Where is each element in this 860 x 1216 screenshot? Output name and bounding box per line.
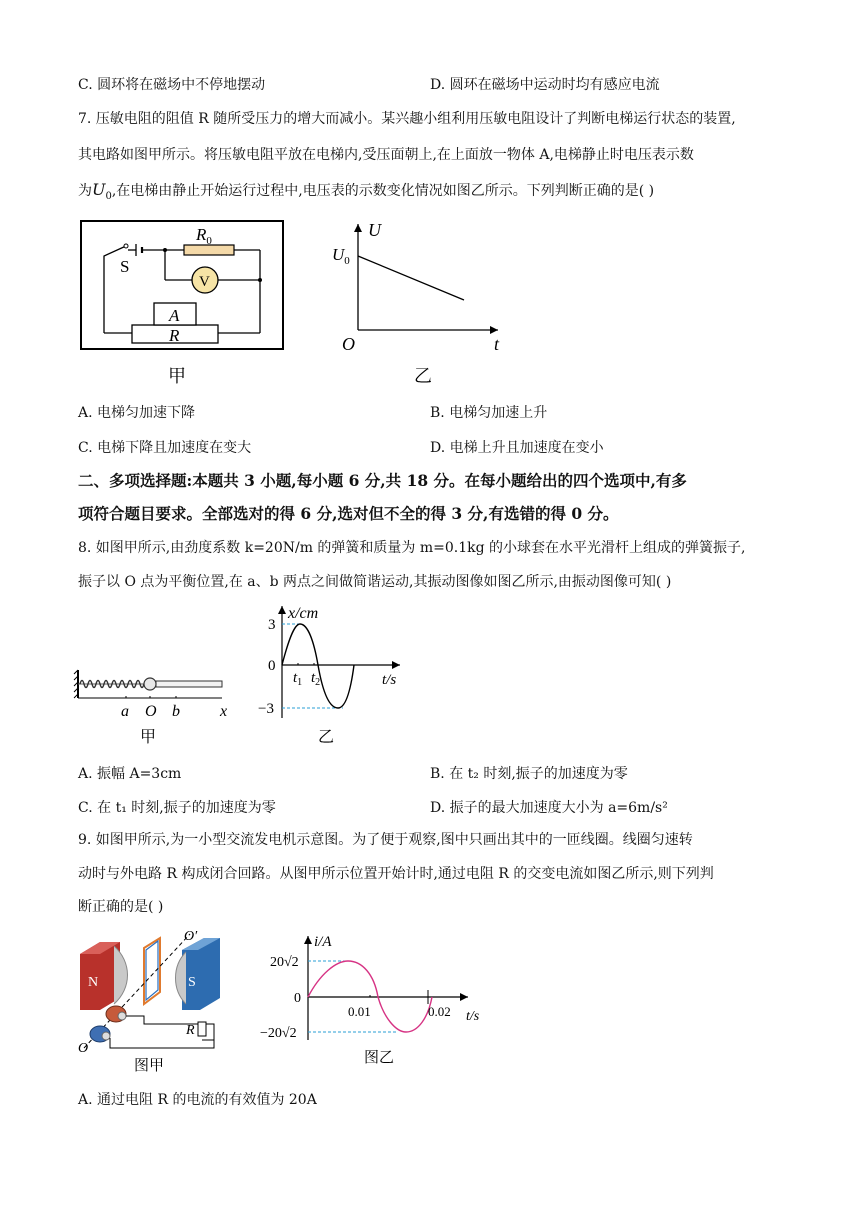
q8-option-a: A. 振幅 A=3cm (78, 766, 182, 782)
q9-axis-o-prime: O′ (184, 929, 198, 944)
q7-graph-u0-letter: U (332, 245, 345, 264)
q8-point-a: a (121, 703, 129, 720)
q7-r0-letter: R (196, 225, 207, 244)
q8-graph-ylabel: x/cm (288, 605, 319, 622)
q7-voltmeter-label: V (199, 274, 210, 290)
q8-graph-t1-letter: t (293, 670, 298, 686)
q7-text-suffix: ,在电梯由静止开始运行过程中,电压表的示数变化情况如图乙所示。下列判断正确的是( ) (111, 183, 655, 199)
q9-figure-jia-caption: 图甲 (134, 1058, 165, 1074)
q9-option-a: A. 通过电阻 R 的电流的有效值为 20A (78, 1092, 317, 1108)
q9-graph-t1: 0.01 (348, 1004, 371, 1019)
q7-option-c: C. 电梯下降且加速度在变大 (78, 440, 252, 456)
q8-graph-ypos: 3 (268, 617, 276, 633)
q9-it-graph (256, 930, 496, 1070)
q7-figure-yi-caption: 乙 (414, 366, 432, 386)
q7-option-d: D. 电梯上升且加速度在变小 (430, 440, 604, 456)
q8-graph-t2-letter: t (311, 670, 316, 686)
q7-circuit-figure (78, 218, 288, 388)
q7-ut-graph (328, 218, 508, 388)
q8-text-line1: 8. 如图甲所示,由劲度系数 k=20N/m 的弹簧和质量为 m=0.1kg 的小球套在水平光滑杆上组成的弹簧振子, (78, 540, 746, 556)
q8-option-c: C. 在 t₁ 时刻,振子的加速度为零 (78, 800, 276, 816)
q8-figure-yi-caption: 乙 (318, 729, 335, 746)
q7-text-prefix: 为 (78, 183, 92, 199)
q9-axis-o: O (78, 1041, 89, 1056)
q7-option-b: B. 电梯匀加速上升 (430, 405, 548, 421)
q8-graph-t1-sub: 1 (297, 677, 303, 688)
q8-spring-figure (72, 666, 242, 748)
q8-figure-jia-caption: 甲 (140, 729, 157, 746)
q8-sine-curve (282, 624, 354, 708)
q7-graph-t-axis: t (494, 334, 500, 354)
q7-graph-u-axis: U (368, 220, 381, 240)
q9-graph-t2: 0.02 (428, 1004, 451, 1019)
q7-u0-symbol: U (92, 180, 106, 199)
q9-graph-xlabel: t/s (466, 1009, 480, 1024)
q8-ball (144, 678, 156, 690)
q9-text-line1: 9. 如图甲所示,为一小型交流发电机示意图。为了便于观察,图中只画出其中的一匝线圈。线圈匀速转 (78, 832, 693, 848)
q8-option-d: D. 振子的最大加速度大小为 a=6m/s² (430, 800, 668, 816)
q8-graph-yneg: −3 (258, 701, 274, 717)
q9-graph-yneg: −20√2 (260, 1026, 297, 1041)
section2-heading-line2: 项符合题目要求。全部选对的得 6 分,选对但不全的得 3 分,有选错的得 0 分。 (78, 504, 619, 523)
q7-object-a-label: A (169, 306, 180, 325)
q7-ut-line (358, 256, 464, 300)
q7-text-line2: 其电路如图甲所示。将压敏电阻平放在电梯内,受压面朝上,在上面放一物体 A,电梯静止时电压表示数 (78, 147, 694, 163)
q9-graph-ypos: 20√2 (270, 955, 299, 970)
q9-resistor (198, 1022, 206, 1036)
q7-text-line3 (78, 180, 654, 202)
q7-text-line1: 7. 压敏电阻的阻值 R 随所受压力的增大而减小。某兴趣小组利用压敏电阻设计了判断电梯运行状态的装置, (78, 111, 736, 127)
q9-figure-yi-caption: 图乙 (364, 1050, 395, 1066)
q9-text-line3: 断正确的是( ) (78, 899, 164, 915)
q9-magnet-n: N (88, 975, 99, 990)
q9-graph-ylabel: i/A (314, 934, 332, 950)
q7-r0-label (195, 225, 212, 247)
q7-resistor-r-label: R (169, 326, 180, 345)
q9-magnet-s: S (188, 975, 196, 990)
q6-option-d: D. 圆环在磁场中运动时均有感应电流 (430, 77, 660, 93)
q8-point-b: b (172, 703, 180, 720)
q8-graph-t1 (293, 670, 302, 688)
q9-graph-zero: 0 (294, 991, 301, 1006)
q9-generator-figure (74, 928, 234, 1076)
q8-graph-zero: 0 (268, 658, 276, 674)
q9-resistor-label: R (186, 1023, 195, 1038)
q6-option-c: C. 圆环将在磁场中不停地摆动 (78, 77, 266, 93)
q8-text-line2: 振子以 O 点为平衡位置,在 a、b 两点之间做简谐运动,其振动图像如图乙所示,由振动图像可知( ) (78, 574, 672, 590)
q7-r0-sub: 0 (206, 235, 212, 247)
q7-graph-u0-label (332, 245, 350, 267)
q7-switch-label: S (120, 257, 130, 276)
q8-graph-xlabel: t/s (382, 672, 397, 688)
section2-heading-line1: 二、多项选择题:本题共 3 小题,每小题 6 分,共 18 分。在每小题给出的四个选项中,有多 (78, 471, 687, 490)
q8-point-o: O (145, 703, 157, 720)
q7-u0-subscript: 0 (105, 190, 112, 202)
q8-option-b: B. 在 t₂ 时刻,振子的加速度为零 (430, 766, 628, 782)
q7-figure-jia-caption: 甲 (168, 366, 186, 386)
q8-axis-x: x (220, 703, 228, 720)
q7-option-a: A. 电梯匀加速下降 (78, 405, 196, 421)
q9-text-line2: 动时与外电路 R 构成闭合回路。从图甲所示位置开始计时,通过电阻 R 的交变电流如图乙所示,则下列判 (78, 866, 714, 882)
q7-graph-u0-sub: 0 (344, 255, 350, 267)
q7-graph-origin: O (342, 334, 355, 354)
q8-xt-graph (254, 600, 414, 748)
q8-graph-t2-sub: 2 (315, 677, 321, 688)
